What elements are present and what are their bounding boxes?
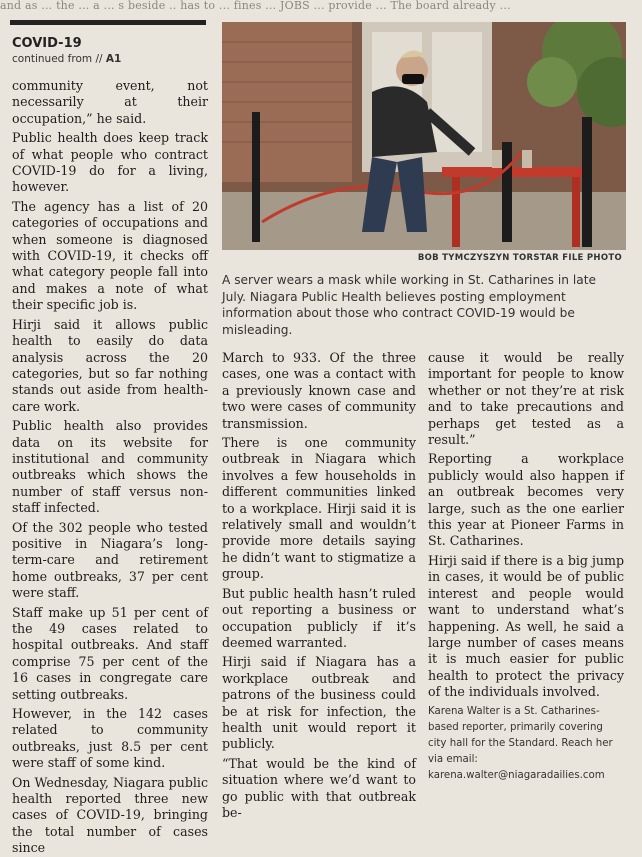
server-photo-illustration: [222, 22, 626, 250]
paragraph: March to 933. Of the three cases, one was a contact with a previously known case and two were cases of community transmission.: [222, 350, 416, 431]
continued-from-line: [12, 53, 121, 65]
section-rule: [10, 20, 206, 25]
continued-text: continued from: [12, 53, 93, 65]
photo-caption: A server wears a mask while working in St. Catharines in late July. Niagara Public Health believes posting employment information about those who contract COVID-19 would be misleading.: [222, 273, 597, 337]
paragraph: Hirji said it allows public health to easily do data analysis across the 20 categories, but so far nothing stands out aside from health-care work.: [12, 316, 208, 414]
paragraph: Reporting a workplace publicly would also happen if an outbreak becomes very large, such as the one earlier this year at Pioneer Farms in St. Catharines.: [428, 451, 624, 549]
bleed-through-text: and as ... the ... a ... s beside .. has to ... fines ... JOBS ... provide ... The board already ...: [0, 0, 511, 12]
article-column-1: [12, 78, 208, 857]
paragraph: Public health does keep track of what people who contract COVID-19 do for a living, however.: [12, 130, 208, 195]
paragraph: The agency has a list of 20 categories of occupations and when someone is diagnosed with COVID-19, it checks off what category people fall into and makes a note of what their specific job is.: [12, 198, 208, 313]
paragraph: Hirji said if Niagara has a workplace outbreak and patrons of the business could be at risk for infection, the health unit would report it publicly.: [222, 654, 416, 752]
paragraph: Hirji said if there is a big jump in cases, it would be of public interest and people would want to understand what’s happening. As well, he said a large number of cases means it is much easier for public health to protect the privacy of the individuals involved.: [428, 552, 625, 700]
paragraph: On Wednesday, Niagara public health reported three new cases of COVID-19, bringing the total number of cases since: [12, 774, 208, 856]
continued-separator: //: [95, 53, 103, 65]
author-bio: Karena Walter is a St. Catharines-based reporter, primarily covering city hall for the Standard. Reach her via email: karena.walter@niagaradailies.com: [428, 705, 613, 781]
continued-page: A1: [105, 53, 122, 65]
paragraph: There is one community outbreak in Niagara which involves a few households in different communities linked to a workplace. Hirji said it is relatively small and wouldn’t provide more details saying he didn’t want to stigmatize a group.: [222, 435, 416, 582]
photo-credit: BOB TYMCZYSZYN TORSTAR FILE PHOTO: [417, 253, 622, 263]
article-column-2: [222, 350, 416, 821]
paragraph: Public health also provides data on its website for institutional and community outbreaks which shows the number of staff versus non-staff infected.: [12, 418, 208, 516]
paragraph: community event, not necessarily at their occupation,” he said.: [12, 78, 208, 126]
news-photo: [222, 22, 626, 250]
paragraph: Of the 302 people who tested positive in Niagara’s long-term-care and retirement home outbreaks, 37 per cent were staff.: [12, 519, 208, 601]
paragraph: But public health hasn’t ruled out reporting a business or occupation publicly if it’s deemed warranted.: [222, 585, 416, 650]
paragraph: cause it would be really important for people to know whether or not they’re at risk and to take precautions and perhaps get tested as a result.”: [428, 350, 624, 448]
paragraph: However, in the 142 cases related to community outbreaks, just 8.5 per cent were staff of some kind.: [12, 706, 208, 771]
section-label: COVID-19: [12, 36, 82, 51]
paragraph: Staff make up 51 per cent of the 49 cases related to hospital outbreaks. And staff comprise 75 per cent of the 16 cases in congregate care setting outbreaks.: [12, 604, 208, 702]
paragraph: “That would be the kind of situation where we’d want to go public with that outbreak be-: [222, 755, 416, 820]
article-column-3: [428, 350, 624, 784]
